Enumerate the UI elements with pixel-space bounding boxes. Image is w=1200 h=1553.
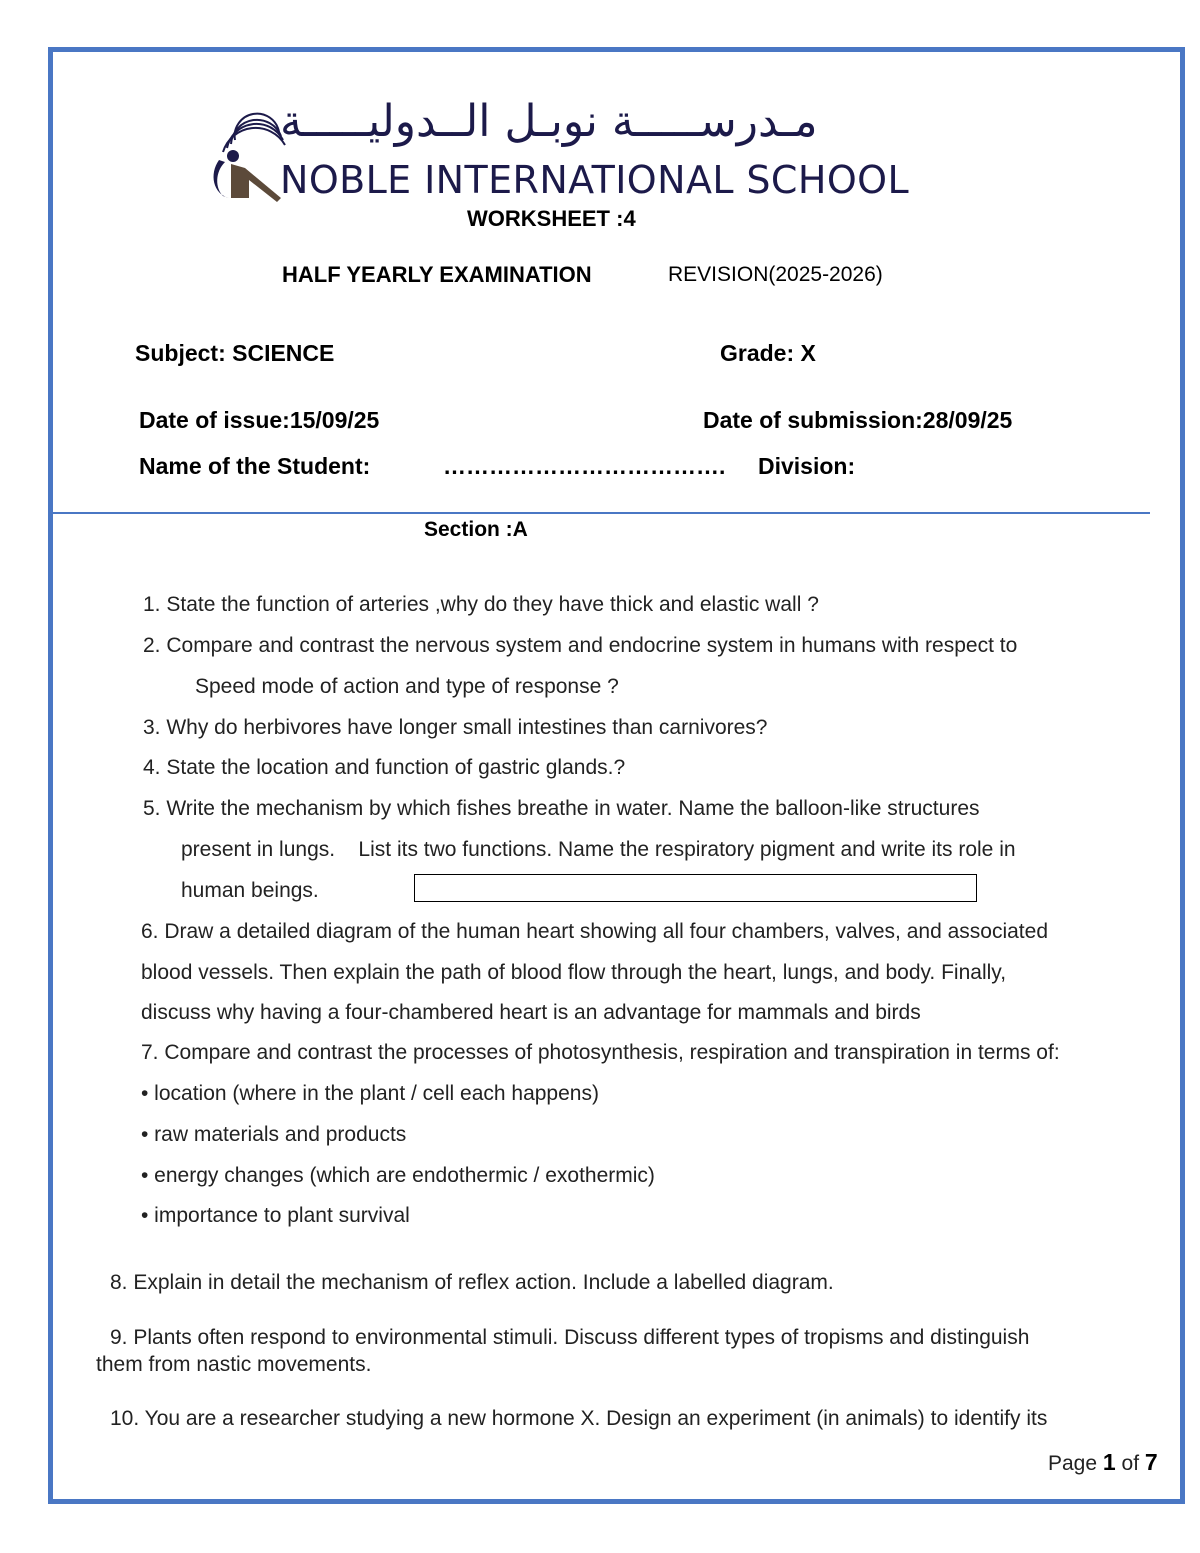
question-9-line-2: them from nastic movements. — [96, 1353, 372, 1376]
question-1: 1. State the function of arteries ,why do they have thick and elastic wall ? — [143, 593, 819, 616]
student-name-label: Name of the Student: — [139, 453, 371, 479]
question-6-line-2: blood vessels. Then explain the path of blood flow through the heart, lungs, and body. Finally, — [141, 961, 1007, 984]
question-7-bullet-4: • importance to plant survival — [141, 1204, 410, 1227]
answer-box[interactable] — [414, 874, 977, 902]
question-9-line-1: 9. Plants often respond to environmental stimuli. Discuss different types of tropisms and distinguish — [110, 1326, 1030, 1349]
question-2-line-2: Speed mode of action and type of response ? — [195, 675, 619, 698]
date-of-issue: Date of issue:15/09/25 — [139, 407, 380, 433]
header-divider — [53, 512, 1150, 514]
revision-label: REVISION(2025-2026) — [668, 263, 883, 286]
section-title: Section :A — [424, 518, 528, 541]
question-5-line-3: human beings. — [181, 879, 319, 902]
subject-label: Subject: SCIENCE — [135, 340, 335, 366]
exam-title: HALF YEARLY EXAMINATION — [282, 262, 592, 287]
question-7-bullet-1: • location (where in the plant / cell each happens) — [141, 1082, 599, 1105]
date-of-submission: Date of submission:28/09/25 — [703, 407, 1013, 433]
question-7: 7. Compare and contrast the processes of photosynthesis, respiration and transpiration in terms of: — [141, 1041, 1060, 1064]
question-5-line-2: present in lungs. List its two functions. Name the respiratory pigment and write its role in — [181, 838, 1016, 861]
school-logo-icon — [205, 110, 287, 202]
school-name-arabic: مـدرســـــة نوبـل الــدوليـــــة — [280, 96, 818, 147]
page-total: 7 — [1144, 1449, 1158, 1475]
question-5-line-1: 5. Write the mechanism by which fishes breathe in water. Name the balloon-like structures — [143, 797, 980, 820]
school-name-english: NOBLE INTERNATIONAL SCHOOL — [280, 158, 910, 202]
question-7-bullet-2: • raw materials and products — [141, 1123, 407, 1146]
question-6-line-3: discuss why having a four-chambered heart is an advantage for mammals and birds — [141, 1001, 921, 1024]
page-number — [1048, 1449, 1158, 1476]
question-8: 8. Explain in detail the mechanism of reflex action. Include a labelled diagram. — [110, 1271, 834, 1294]
question-6-line-1: 6. Draw a detailed diagram of the human heart showing all four chambers, valves, and associated — [141, 920, 1048, 943]
student-name-field[interactable]: ………………………………. — [443, 453, 726, 479]
division-label: Division: — [758, 453, 856, 479]
question-4: 4. State the location and function of gastric glands.? — [143, 756, 626, 779]
question-2-line-1: 2. Compare and contrast the nervous system and endocrine system in humans with respect to — [143, 634, 1018, 657]
worksheet-title: WORKSHEET :4 — [467, 206, 636, 231]
page-current: 1 — [1102, 1449, 1116, 1475]
grade-label: Grade: X — [720, 340, 816, 366]
question-7-bullet-3: • energy changes (which are endothermic / exothermic) — [141, 1164, 655, 1187]
question-3: 3. Why do herbivores have longer small intestines than carnivores? — [143, 716, 768, 739]
question-10: 10. You are a researcher studying a new hormone X. Design an experiment (in animals) to identify its — [110, 1407, 1048, 1430]
page-label: Page — [1048, 1452, 1098, 1475]
page-of: of — [1121, 1452, 1140, 1475]
